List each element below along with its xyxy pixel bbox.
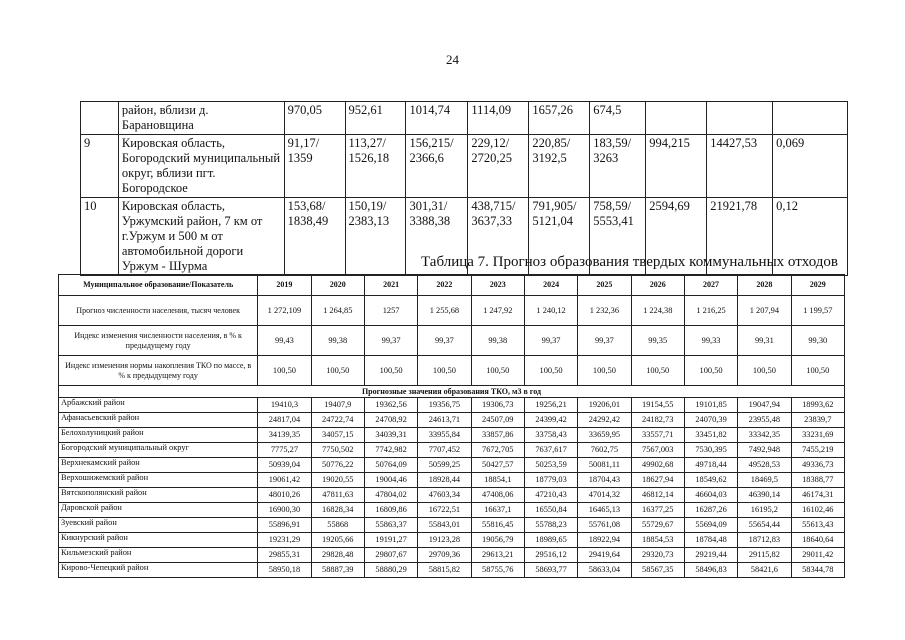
value-cell: 100,50: [524, 356, 577, 386]
value-cell: 33659,95: [578, 428, 631, 443]
district-row: [59, 428, 845, 443]
district-row: [59, 458, 845, 473]
value-cell: 153,68/ 1838,49: [284, 198, 345, 276]
value-cell: 18469,5: [738, 473, 791, 488]
value-cell: 24070,39: [684, 413, 737, 428]
year-header-cell: 2019: [258, 275, 311, 296]
value-cell: 19061,42: [258, 473, 311, 488]
value-cell: 99,37: [578, 326, 631, 356]
indicator-label-cell: Индекс изменения нормы накопления ТКО по массе, в % к предыдущему году: [59, 356, 258, 386]
value-cell: 150,19/ 2383,13: [345, 198, 406, 276]
value-cell: 58633,04: [578, 563, 631, 578]
district-row: [59, 533, 845, 548]
table-title: Таблица 7. Прогноз образования твердых коммунальных отходов: [421, 254, 838, 270]
value-cell: 1 272,109: [258, 296, 311, 326]
value-cell: [773, 102, 848, 135]
value-cell: 50939,04: [258, 458, 311, 473]
value-cell: 49336,73: [791, 458, 844, 473]
value-cell: 758,59/ 5553,41: [590, 198, 646, 276]
value-cell: 18993,62: [791, 398, 844, 413]
value-cell: 29855,31: [258, 548, 311, 563]
landfill-table: [80, 101, 848, 276]
value-cell: 19191,27: [364, 533, 417, 548]
indicator-label-cell: Индекс изменения численности населения, в % к предыдущему году: [59, 326, 258, 356]
district-row: [59, 518, 845, 533]
value-cell: 7707,452: [418, 443, 471, 458]
value-cell: 34057,15: [311, 428, 364, 443]
value-cell: 19123,28: [418, 533, 471, 548]
indicator-label-cell: Прогноз численности населения, тысяч человек: [59, 296, 258, 326]
value-cell: 791,905/ 5121,04: [529, 198, 590, 276]
value-cell: 55654,44: [738, 518, 791, 533]
value-cell: 19231,29: [258, 533, 311, 548]
value-cell: 99,37: [524, 326, 577, 356]
value-cell: 18928,44: [418, 473, 471, 488]
value-cell: 58567,35: [631, 563, 684, 578]
value-cell: 18854,53: [631, 533, 684, 548]
value-cell: 24613,71: [418, 413, 471, 428]
value-cell: 100,50: [631, 356, 684, 386]
value-cell: 19004,46: [364, 473, 417, 488]
value-cell: 58887,39: [311, 563, 364, 578]
value-cell: 183,59/ 3263: [590, 135, 646, 198]
value-cell: 220,85/ 3192,5: [529, 135, 590, 198]
value-cell: 29115,82: [738, 548, 791, 563]
district-name-cell: Кильмезский район: [59, 548, 258, 563]
value-cell: 99,37: [418, 326, 471, 356]
value-cell: 99,38: [471, 326, 524, 356]
value-cell: 24292,42: [578, 413, 631, 428]
value-cell: 91,17/ 1359: [284, 135, 345, 198]
value-cell: 33231,69: [791, 428, 844, 443]
value-cell: 970,05: [284, 102, 345, 135]
year-header-cell: 2022: [418, 275, 471, 296]
value-cell: 55788,23: [524, 518, 577, 533]
value-cell: 113,27/ 1526,18: [345, 135, 406, 198]
district-name-cell: Вятскополянский район: [59, 488, 258, 503]
value-cell: 100,50: [684, 356, 737, 386]
value-cell: 55863,37: [364, 518, 417, 533]
value-cell: 33557,71: [631, 428, 684, 443]
value-cell: 1 255,68: [418, 296, 471, 326]
value-cell: 58880,29: [364, 563, 417, 578]
value-cell: 19410,3: [258, 398, 311, 413]
value-cell: 55694,09: [684, 518, 737, 533]
location-cell: район, вблизи д. Барановщина: [118, 102, 284, 135]
value-cell: 99,43: [258, 326, 311, 356]
value-cell: 1 247,92: [471, 296, 524, 326]
value-cell: 50764,09: [364, 458, 417, 473]
value-cell: 229,12/ 2720,25: [468, 135, 529, 198]
district-name-cell: Кикнурский район: [59, 533, 258, 548]
value-cell: 33451,82: [684, 428, 737, 443]
value-cell: 58950,18: [258, 563, 311, 578]
value-cell: 16465,13: [578, 503, 631, 518]
value-cell: 33758,43: [524, 428, 577, 443]
value-cell: 16809,86: [364, 503, 417, 518]
value-cell: 23839,7: [791, 413, 844, 428]
year-header-cell: 2024: [524, 275, 577, 296]
value-cell: 47811,63: [311, 488, 364, 503]
value-cell: 1 199,57: [791, 296, 844, 326]
value-cell: 34139,35: [258, 428, 311, 443]
value-cell: 50776,22: [311, 458, 364, 473]
value-cell: 16828,34: [311, 503, 364, 518]
value-cell: 29613,21: [471, 548, 524, 563]
value-cell: 18704,43: [578, 473, 631, 488]
value-cell: 19362,56: [364, 398, 417, 413]
value-cell: 24708,92: [364, 413, 417, 428]
value-cell: 58496,83: [684, 563, 737, 578]
district-row: [59, 398, 845, 413]
value-cell: 952,61: [345, 102, 406, 135]
value-cell: 18627,94: [631, 473, 684, 488]
header-row: [59, 275, 845, 296]
year-header-cell: 2025: [578, 275, 631, 296]
value-cell: 29828,48: [311, 548, 364, 563]
value-cell: 47014,32: [578, 488, 631, 503]
value-cell: 29219,44: [684, 548, 737, 563]
value-cell: 19205,66: [311, 533, 364, 548]
value-cell: 24722,74: [311, 413, 364, 428]
value-cell: 99,30: [791, 326, 844, 356]
value-cell: 19306,73: [471, 398, 524, 413]
value-cell: 19056,79: [471, 533, 524, 548]
value-cell: 1 216,25: [684, 296, 737, 326]
value-cell: 33342,35: [738, 428, 791, 443]
district-name-cell: Богородский муниципальный округ: [59, 443, 258, 458]
value-cell: 100,50: [738, 356, 791, 386]
district-name-cell: Кирово-Чепецкий район: [59, 563, 258, 578]
value-cell: 58421,6: [738, 563, 791, 578]
value-cell: 7530,395: [684, 443, 737, 458]
value-cell: 46604,03: [684, 488, 737, 503]
value-cell: 50599,25: [418, 458, 471, 473]
value-cell: 100,50: [258, 356, 311, 386]
value-cell: 19101,85: [684, 398, 737, 413]
year-header-cell: 2029: [791, 275, 844, 296]
year-header-cell: 2020: [311, 275, 364, 296]
indicator-row: [59, 356, 845, 386]
value-cell: 99,35: [631, 326, 684, 356]
value-cell: 994,215: [646, 135, 707, 198]
value-cell: 50253,59: [524, 458, 577, 473]
value-cell: 438,715/ 3637,33: [468, 198, 529, 276]
value-cell: 47804,02: [364, 488, 417, 503]
page-number: 24: [446, 52, 459, 67]
value-cell: 100,50: [418, 356, 471, 386]
value-cell: 34039,31: [364, 428, 417, 443]
value-cell: 23955,48: [738, 413, 791, 428]
value-cell: 7637,617: [524, 443, 577, 458]
value-cell: 29419,64: [578, 548, 631, 563]
value-cell: 49528,53: [738, 458, 791, 473]
value-cell: 7775,27: [258, 443, 311, 458]
value-cell: 55843,01: [418, 518, 471, 533]
district-row: [59, 413, 845, 428]
value-cell: 33857,86: [471, 428, 524, 443]
value-cell: 156,215/ 2366,6: [406, 135, 468, 198]
value-cell: 1 232,36: [578, 296, 631, 326]
value-cell: 1257: [364, 296, 417, 326]
value-cell: 7567,003: [631, 443, 684, 458]
year-header-cell: 2026: [631, 275, 684, 296]
value-cell: 7750,502: [311, 443, 364, 458]
value-cell: 19154,55: [631, 398, 684, 413]
value-cell: 29516,12: [524, 548, 577, 563]
value-cell: 18854,1: [471, 473, 524, 488]
value-cell: 7672,705: [471, 443, 524, 458]
district-row: [59, 503, 845, 518]
value-cell: 99,31: [738, 326, 791, 356]
year-header-cell: 2028: [738, 275, 791, 296]
value-cell: 99,38: [311, 326, 364, 356]
district-name-cell: Даровской район: [59, 503, 258, 518]
value-cell: 24507,09: [471, 413, 524, 428]
value-cell: 55729,67: [631, 518, 684, 533]
value-cell: 19047,94: [738, 398, 791, 413]
value-cell: 7742,982: [364, 443, 417, 458]
indicator-row: [59, 326, 845, 356]
value-cell: 18388,77: [791, 473, 844, 488]
header-label-cell: Муниципальное образование/Показатель: [59, 275, 258, 296]
value-cell: 1114,09: [468, 102, 529, 135]
value-cell: 100,50: [578, 356, 631, 386]
value-cell: 16195,2: [738, 503, 791, 518]
value-cell: 100,50: [791, 356, 844, 386]
value-cell: 99,37: [364, 326, 417, 356]
district-name-cell: Верхошижемский район: [59, 473, 258, 488]
value-cell: 18779,03: [524, 473, 577, 488]
value-cell: 46174,31: [791, 488, 844, 503]
value-cell: 24399,42: [524, 413, 577, 428]
district-name-cell: Афанасьевский район: [59, 413, 258, 428]
value-cell: 19206,01: [578, 398, 631, 413]
subheader-row: [59, 386, 845, 398]
value-cell: 21921,78: [707, 198, 773, 276]
value-cell: 46812,14: [631, 488, 684, 503]
value-cell: 16637,1: [471, 503, 524, 518]
value-cell: 47408,06: [471, 488, 524, 503]
table-row: [81, 102, 848, 135]
value-cell: 674,5: [590, 102, 646, 135]
value-cell: 58815,82: [418, 563, 471, 578]
value-cell: 29807,67: [364, 548, 417, 563]
value-cell: 18784,48: [684, 533, 737, 548]
value-cell: 46390,14: [738, 488, 791, 503]
value-cell: 49718,44: [684, 458, 737, 473]
district-row: [59, 548, 845, 563]
value-cell: 19020,55: [311, 473, 364, 488]
district-row: [59, 563, 845, 578]
value-cell: 47210,43: [524, 488, 577, 503]
value-cell: 16722,51: [418, 503, 471, 518]
value-cell: 16377,25: [631, 503, 684, 518]
value-cell: 0,069: [773, 135, 848, 198]
value-cell: 55613,43: [791, 518, 844, 533]
value-cell: [707, 102, 773, 135]
location-cell: Кировская область, Богородский муниципальный округ, вблизи пгт. Богородское: [118, 135, 284, 198]
value-cell: 100,50: [364, 356, 417, 386]
value-cell: 18712,83: [738, 533, 791, 548]
value-cell: 1 207,94: [738, 296, 791, 326]
value-cell: 49902,68: [631, 458, 684, 473]
value-cell: 18640,64: [791, 533, 844, 548]
value-cell: 33955,84: [418, 428, 471, 443]
value-cell: 301,31/ 3388,38: [406, 198, 468, 276]
value-cell: 18989,65: [524, 533, 577, 548]
value-cell: 55816,45: [471, 518, 524, 533]
value-cell: 24817,04: [258, 413, 311, 428]
value-cell: 100,50: [311, 356, 364, 386]
value-cell: 99,33: [684, 326, 737, 356]
indicator-row: [59, 296, 845, 326]
location-cell: Кировская область, Уржумский район, 7 км от г.Уржум и 500 м от автомобильной дороги Уржум - Шурма: [118, 198, 284, 276]
district-row: [59, 443, 845, 458]
year-header-cell: 2023: [471, 275, 524, 296]
value-cell: 16900,30: [258, 503, 311, 518]
value-cell: 7455,219: [791, 443, 844, 458]
value-cell: 55761,08: [578, 518, 631, 533]
value-cell: 0,12: [773, 198, 848, 276]
district-name-cell: Арбажский район: [59, 398, 258, 413]
value-cell: 24182,73: [631, 413, 684, 428]
value-cell: 1 224,38: [631, 296, 684, 326]
value-cell: 19407,9: [311, 398, 364, 413]
value-cell: 1 240,12: [524, 296, 577, 326]
value-cell: 7602,75: [578, 443, 631, 458]
value-cell: 18922,94: [578, 533, 631, 548]
value-cell: 19356,75: [418, 398, 471, 413]
value-cell: 29011,42: [791, 548, 844, 563]
year-header-cell: 2021: [364, 275, 417, 296]
row-number-cell: 10: [81, 198, 119, 276]
value-cell: 19256,21: [524, 398, 577, 413]
value-cell: 50427,57: [471, 458, 524, 473]
district-name-cell: Белохолуницкий район: [59, 428, 258, 443]
value-cell: 14427,53: [707, 135, 773, 198]
value-cell: 48010,26: [258, 488, 311, 503]
value-cell: 7492,948: [738, 443, 791, 458]
value-cell: 50081,11: [578, 458, 631, 473]
district-row: [59, 473, 845, 488]
value-cell: 100,50: [471, 356, 524, 386]
value-cell: 1014,74: [406, 102, 468, 135]
value-cell: 29709,36: [418, 548, 471, 563]
value-cell: [646, 102, 707, 135]
value-cell: 55896,91: [258, 518, 311, 533]
value-cell: 2594,69: [646, 198, 707, 276]
district-name-cell: Зуевский район: [59, 518, 258, 533]
value-cell: 16287,26: [684, 503, 737, 518]
value-cell: 18549,62: [684, 473, 737, 488]
subheader-cell: Прогнозные значения образования ТКО, м3 в год: [59, 386, 845, 398]
value-cell: 47603,34: [418, 488, 471, 503]
value-cell: 29320,73: [631, 548, 684, 563]
value-cell: 58755,76: [471, 563, 524, 578]
value-cell: 16102,46: [791, 503, 844, 518]
table-row: [81, 135, 848, 198]
value-cell: 58693,77: [524, 563, 577, 578]
row-number-cell: [81, 102, 119, 135]
forecast-table: [58, 274, 845, 578]
value-cell: 1657,26: [529, 102, 590, 135]
value-cell: 1 264,85: [311, 296, 364, 326]
value-cell: 16550,84: [524, 503, 577, 518]
year-header-cell: 2027: [684, 275, 737, 296]
district-name-cell: Верхнекамский район: [59, 458, 258, 473]
district-row: [59, 488, 845, 503]
value-cell: 55868: [311, 518, 364, 533]
row-number-cell: 9: [81, 135, 119, 198]
value-cell: 58344,78: [791, 563, 844, 578]
